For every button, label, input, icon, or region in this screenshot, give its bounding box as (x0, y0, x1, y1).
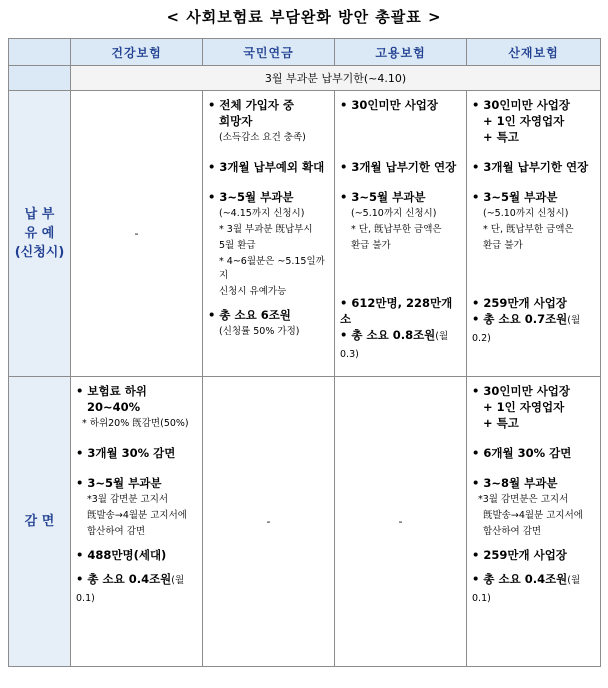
pension-measure: • 3개월 납부예외 확대 (208, 159, 330, 175)
employment-note1-l2: 환급 불가 (351, 240, 391, 251)
employment-total-monthly: (월0.3) (340, 331, 449, 360)
employment-measure: • 3개월 납부기한 연장 (340, 159, 462, 175)
industrial-red-total-monthly: (월0.1) (472, 575, 581, 604)
health-period: • 3~5월 부과분 (76, 475, 198, 491)
payment-deadline-note: 3월 부과분 납부기한(~4.10) (71, 66, 601, 91)
pension-note1-l1: * 3월 부과분 旣납부시 (219, 224, 313, 235)
industrial-total-text: 총 소요 0.7조원 (483, 312, 568, 326)
pension-note1-l2: 5월 환급 (219, 240, 256, 251)
deferral-label-line3: (신청시) (14, 245, 65, 260)
industrial-red-period: • 3~8월 부과분 (472, 475, 596, 491)
pension-total: • 총 소요 6조원 (208, 307, 330, 323)
pension-note2-l2: 신청시 유예가능 (219, 286, 287, 297)
employment-period-note: (~5.10까지 신청시) (351, 208, 437, 219)
health-total-monthly: (월0.1) (76, 575, 185, 604)
industrial-red-target-l2: + 1인 자영업자 (483, 400, 565, 414)
industrial-red-note-l2: 旣발송→4월분 고지서에 (483, 510, 583, 521)
reduction-health-cell (71, 377, 203, 667)
industrial-target-l1: • 30인미만 사업장 (472, 97, 596, 113)
deferral-label-line1: 납 부 (24, 207, 55, 222)
health-note-l1: *3월 감면분 고지서 (87, 494, 169, 505)
pension-period-note: (~4.15까지 신청시) (219, 208, 305, 219)
pension-note2-l1: * 4~6월분은 ~5.15일까지 (219, 256, 325, 281)
col-header-employment: 고용보험 (335, 39, 467, 66)
pension-total-note: (신청률 50% 가정) (219, 326, 300, 337)
industrial-red-total (472, 571, 596, 607)
industrial-target-l2: + 1인 자영업자 (483, 114, 565, 128)
industrial-period-note: (~5.10까지 신청시) (483, 208, 569, 219)
deferral-row (9, 91, 601, 377)
industrial-measure: • 3개월 납부기한 연장 (472, 159, 596, 175)
health-total-text: 총 소요 0.4조원 (87, 572, 172, 586)
page-title: < 사회보험료 부담완화 방안 총괄표 > (166, 8, 442, 26)
health-note-l2: 旣발송→4월분 고지서에 (87, 510, 187, 521)
pension-target-cont: 희망자 (219, 114, 253, 128)
deferral-employment-cell (335, 91, 467, 377)
pension-target: • 전체 가입자 중 (208, 97, 330, 113)
industrial-total (472, 311, 596, 347)
deferral-label-line2: 유 예 (24, 226, 55, 241)
industrial-target-l3: + 특고 (483, 130, 519, 144)
industrial-note1-l2: 환급 불가 (483, 240, 523, 251)
industrial-note1-l1: * 단, 旣납부한 금액은 (483, 224, 574, 235)
reduction-pension-cell: - (203, 377, 335, 667)
employment-period: • 3~5월 부과분 (340, 189, 462, 205)
deferral-health-cell: - (71, 91, 203, 377)
health-target-l2: 20~40% (87, 400, 141, 414)
col-header-health: 건강보험 (71, 39, 203, 66)
header-row (9, 39, 601, 66)
reduction-label: 감 면 (9, 377, 71, 667)
col-header-pension: 국민연금 (203, 39, 335, 66)
health-measure: • 3개월 30% 감면 (76, 445, 198, 461)
reduction-industrial-cell (467, 377, 601, 667)
industrial-period: • 3~5월 부과분 (472, 189, 596, 205)
industrial-red-measure: • 6개월 30% 감면 (472, 445, 596, 461)
deferral-pension-cell (203, 91, 335, 377)
health-target-note: * 하위20% 旣감면(50%) (82, 418, 189, 429)
merged-row-side (9, 66, 71, 91)
industrial-red-count: • 259만개 사업장 (472, 547, 596, 563)
industrial-count: • 259만개 사업장 (472, 295, 596, 311)
employment-count: • 612만명, 228만개소 (340, 295, 462, 327)
industrial-red-target-l3: + 특고 (483, 416, 519, 430)
employment-target: • 30인미만 사업장 (340, 97, 462, 113)
deferral-label (9, 91, 71, 377)
health-count: • 488만명(세대) (76, 547, 198, 563)
pension-period: • 3~5월 부과분 (208, 189, 330, 205)
merged-row (9, 66, 601, 91)
col-header-industrial: 산재보험 (467, 39, 601, 66)
health-note-l3: 합산하여 감면 (87, 526, 146, 537)
health-target-l1: • 보험료 하위 (76, 383, 198, 399)
industrial-red-target-l1: • 30인미만 사업장 (472, 383, 596, 399)
employment-total-text: 총 소요 0.8조원 (351, 328, 436, 342)
summary-table (8, 38, 601, 667)
health-total (76, 571, 198, 607)
employment-total (340, 327, 462, 363)
industrial-total-monthly: (월0.2) (472, 315, 581, 344)
industrial-red-total-text: 총 소요 0.4조원 (483, 572, 568, 586)
employment-note1-l1: * 단, 旣납부한 금액은 (351, 224, 442, 235)
industrial-red-note-l3: 합산하여 감면 (483, 526, 542, 537)
corner-cell (9, 39, 71, 66)
industrial-red-note-l1: *3월 감면분은 고지서 (478, 494, 569, 505)
deferral-industrial-cell (467, 91, 601, 377)
pension-target-note: (소득감소 요건 충족) (219, 132, 306, 143)
reduction-row (9, 377, 601, 667)
reduction-employment-cell: - (335, 377, 467, 667)
